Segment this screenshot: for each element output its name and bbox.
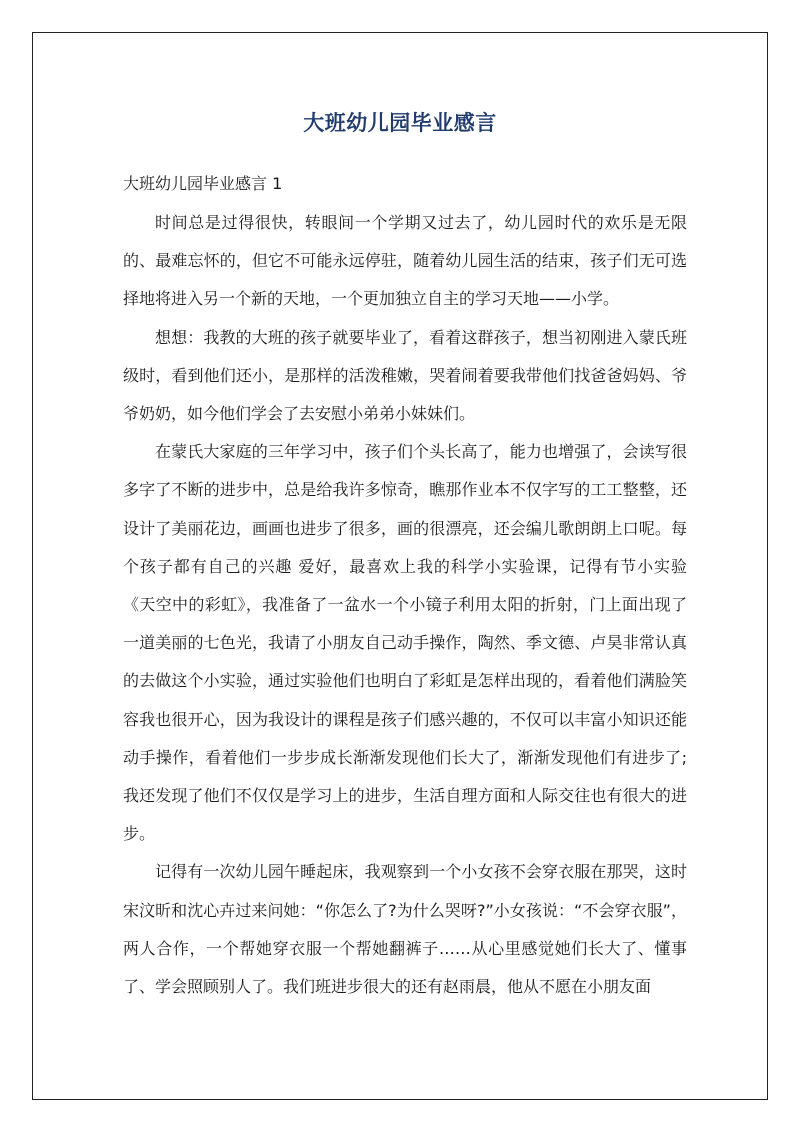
section-heading: 大班幼儿园毕业感言 1 xyxy=(123,174,283,193)
paragraph-3: 在蒙氏大家庭的三年学习中，孩子们个头长高了，能力也增强了，会读写很多字了不断的进步中，总是给我许多惊奇，瞧那作业本不仅字写的工工整整，还设计了美丽花边，画画也进步了很多，画的很漂亮，还会编儿歌朗朗上口呢。每个孩子都有自己的兴趣 爱好，最喜欢上我的科学小实验课，记得有节小实验《天空中的彩虹》，我准备了一盆水一个小镜子利用太阳的折射，门上面出现了一道美丽的七色光，我请了小朋友自己动手操作，陶然、季文德、卢昊非常认真的去做这个小实验，通过实验他们也明白了彩虹是怎样出现的，看着他们满脸笑容我也很开心，因为我设计的课程是孩子们感兴趣的，不仅可以丰富小知识还能动手操作，看着他们一步步成长渐渐发现他们长大了，渐渐发现他们有进步了;我还发现了他们不仅仅是学习上的进步，生活自理方面和人际交往也有很大的进步。 xyxy=(123,442,687,844)
paragraph-2: 想想：我教的大班的孩子就要毕业了，看着这群孩子，想当初刚进入蒙氏班级时，看到他们还小，是那样的活泼稚嫩，哭着闹着要我带他们找爸爸妈妈、爷爷奶奶，如今他们学会了去安慰小弟弟小妹妹们。 xyxy=(123,327,687,424)
paragraph-4: 记得有一次幼儿园午睡起床，我观察到一个小女孩不会穿衣服在那哭，这时宋汶昕和沈心卉过来问她：“你怎么了?为什么哭呀?”小女孩说：“不会穿衣服”，两人合作，一个帮她穿衣服一个帮她翻裤子……从心里感觉她们长大了、懂事了、学会照顾别人了。我们班进步很大的还有赵雨晨，他从不愿在小朋友面 xyxy=(123,862,687,997)
page-title: 大班幼儿园毕业感言 xyxy=(303,111,497,135)
paragraph-1: 时间总是过得很快，转眼间一个学期又过去了，幼儿园时代的欢乐是无限的、最难忘怀的，但它不可能永远停驻，随着幼儿园生活的结束，孩子们无可选择地将进入另一个新的天地，一个更加独立自主的学习天地——小学。 xyxy=(123,213,687,309)
page-frame xyxy=(32,32,768,1100)
body-text xyxy=(123,204,687,1006)
